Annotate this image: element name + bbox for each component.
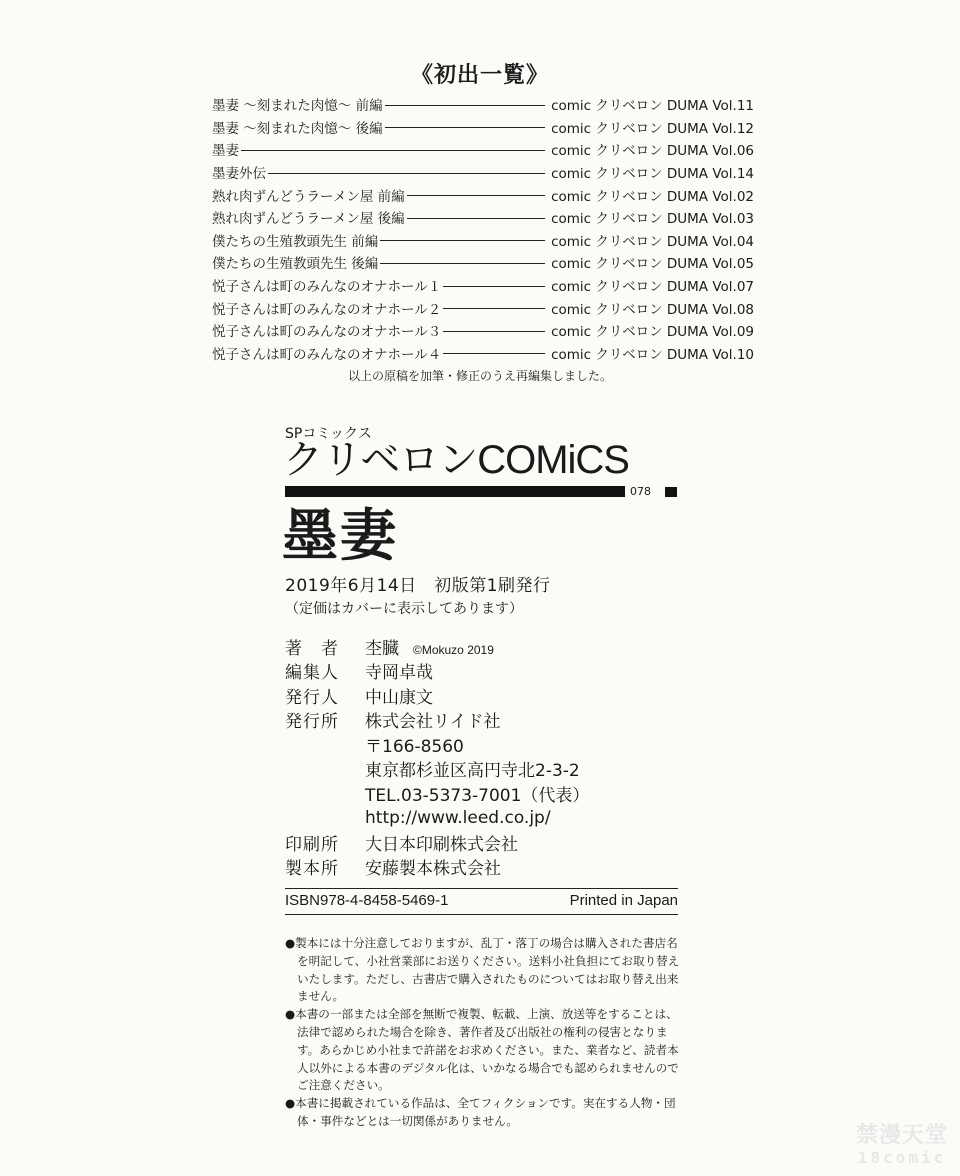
story-title: 墨妻 ～刻まれた肉憶～ 前編 xyxy=(212,98,383,115)
source-magazine: comic クリベロン DUMA Vol.08 xyxy=(551,301,754,318)
credit-row xyxy=(285,634,685,659)
watermark-logo xyxy=(848,1124,956,1172)
credit-row xyxy=(285,830,685,855)
credit-value-group xyxy=(365,854,501,879)
credit-row xyxy=(285,708,685,733)
source-magazine: comic クリベロン DUMA Vol.11 xyxy=(551,98,754,115)
leader-line xyxy=(407,195,545,196)
leader-line xyxy=(443,353,545,354)
credit-label: 著 者 xyxy=(285,638,339,659)
credit-value-group xyxy=(365,808,551,828)
credit-value: 〒166-8560 xyxy=(365,736,464,757)
leader-line xyxy=(385,105,545,106)
credit-value-group xyxy=(365,707,501,732)
credit-label: 印刷所 xyxy=(285,834,339,855)
source-magazine: comic クリベロン DUMA Vol.05 xyxy=(551,256,754,273)
disclaimer-item: ●本書の一部または全部を無断で複製、転載、上演、放送等をすることは、法律で認められた場合を除き、著作者及び出版社の権利の侵害となります。あらかじめ小社まで許諾をお求めください。また、業者など、読者本人以外による本書のデジタル化は、いかなる場合でも認められませんのでご注意ください。 xyxy=(285,1007,679,1093)
story-title: 僕たちの生殖教頭先生 前編 xyxy=(212,233,379,250)
leader-line xyxy=(385,127,545,128)
credit-row xyxy=(285,781,685,806)
credit-row xyxy=(285,855,685,880)
story-title: 墨妻 ～刻まれた肉憶～ 後編 xyxy=(212,120,383,137)
credit-label: 製本所 xyxy=(285,859,339,880)
leader-line xyxy=(241,150,545,151)
credit-row xyxy=(285,806,685,831)
source-magazine: comic クリベロン DUMA Vol.02 xyxy=(551,188,754,205)
publication-row xyxy=(212,183,754,206)
disclaimer-item: ●本書に掲載されている作品は、全てフィクションです。実在する人物・団体・事件などとは一切関係がありません。 xyxy=(285,1096,676,1128)
disclaimer-block xyxy=(285,935,685,1131)
source-magazine: comic クリベロン DUMA Vol.14 xyxy=(551,166,754,183)
credit-value-group xyxy=(365,634,494,659)
source-magazine: comic クリベロン DUMA Vol.04 xyxy=(551,233,754,250)
leader-line xyxy=(443,331,545,332)
credit-value-group xyxy=(365,756,580,781)
imprint-brand-logo: クリベロンCOMiCS xyxy=(283,438,629,482)
source-magazine: comic クリベロン DUMA Vol.03 xyxy=(551,211,754,228)
story-title: 熟れ肉ずんどうラーメン屋 後編 xyxy=(212,211,405,228)
publication-row xyxy=(212,116,754,139)
credit-value: 中山康文 xyxy=(365,687,433,708)
credit-value: 杢臓 xyxy=(365,638,399,659)
publication-row xyxy=(212,296,754,319)
credit-value: 安藤製本株式会社 xyxy=(365,859,501,880)
source-magazine: comic クリベロン DUMA Vol.10 xyxy=(551,346,754,363)
credit-value-group xyxy=(365,683,433,708)
publication-row xyxy=(212,229,754,252)
leader-line xyxy=(268,173,545,174)
price-note: （定価はカバーに表示してあります） xyxy=(285,601,523,617)
watermark-text-bottom: 18comic xyxy=(857,1148,947,1167)
first-appearances-title: 《初出一覧》 xyxy=(410,63,549,88)
credit-row xyxy=(285,683,685,708)
publication-row xyxy=(212,274,754,297)
publication-row xyxy=(212,161,754,184)
reedit-note: 以上の原稿を加筆・修正のうえ再編集しました。 xyxy=(347,369,612,383)
leader-line xyxy=(443,286,545,287)
publish-date: 2019年6月14日 初版第1刷発行 xyxy=(285,576,551,596)
watermark-text-top: 禁漫天堂 xyxy=(855,1123,948,1148)
publication-row xyxy=(212,319,754,342)
credits-block xyxy=(285,634,685,879)
disclaimer-item: ●製本には十分注意しておりますが、乱丁・落丁の場合は購入された書店名を明記して、小社営業部にお送りください。送料小社負担にてお取り替えいたします。ただし、古書店で購入されたものについてはお取り替え出来ません。 xyxy=(285,936,680,1004)
brand-bar xyxy=(285,486,625,497)
credit-value-group xyxy=(365,658,433,683)
publication-row xyxy=(212,342,754,365)
credit-value: 株式会社リイド社 xyxy=(365,712,501,733)
credit-value: 大日本印刷株式会社 xyxy=(365,834,518,855)
publication-row xyxy=(212,93,754,116)
credit-value: http://www.leed.co.jp/ xyxy=(365,807,551,828)
series-number: 078 xyxy=(630,485,651,498)
credit-value-group xyxy=(365,732,464,757)
publication-row xyxy=(212,251,754,274)
story-title: 熟れ肉ずんどうラーメン屋 前編 xyxy=(212,188,405,205)
leader-line xyxy=(380,263,545,264)
story-title: 悦子さんは町のみんなのオナホール２ xyxy=(212,301,442,318)
credit-row xyxy=(285,659,685,684)
credit-value: 東京都杉並区高円寺北2-3-2 xyxy=(365,761,580,782)
leader-line xyxy=(380,240,545,241)
story-title: 僕たちの生殖教頭先生 後編 xyxy=(212,256,379,273)
credit-label: 発行人 xyxy=(285,687,339,708)
credit-value: 寺岡卓哉 xyxy=(365,663,433,684)
story-title: 墨妻 xyxy=(212,143,239,160)
source-magazine: comic クリベロン DUMA Vol.09 xyxy=(551,324,754,341)
story-title: 悦子さんは町のみんなのオナホール３ xyxy=(212,324,442,341)
story-title: 悦子さんは町のみんなのオナホール４ xyxy=(212,346,442,363)
copyright-notice: ©Mokuzo 2019 xyxy=(413,642,494,657)
source-magazine: comic クリベロン DUMA Vol.12 xyxy=(551,120,754,137)
isbn: ISBN978-4-8458-5469-1 xyxy=(285,891,449,909)
publication-row xyxy=(212,206,754,229)
credit-value-group xyxy=(365,781,589,806)
credit-value-group xyxy=(365,830,518,855)
credit-value: TEL.03-5373-7001（代表） xyxy=(365,785,590,806)
credit-row xyxy=(285,732,685,757)
isbn-bottom-rule xyxy=(285,914,678,915)
credit-label: 発行所 xyxy=(285,712,339,733)
story-title: 悦子さんは町のみんなのオナホール１ xyxy=(212,279,442,296)
leader-line xyxy=(407,218,545,219)
leader-line xyxy=(443,308,545,309)
publication-row xyxy=(212,138,754,161)
isbn-row xyxy=(285,889,678,911)
source-magazine: comic クリベロン DUMA Vol.07 xyxy=(551,279,754,296)
credit-label: 編集人 xyxy=(285,663,339,684)
credit-row xyxy=(285,757,685,782)
imprint-series-label: SPコミックス xyxy=(285,426,372,442)
printed-in: Printed in Japan xyxy=(569,891,678,909)
book-title: 墨妻 xyxy=(282,503,398,569)
first-appearances-list xyxy=(212,93,754,364)
source-magazine: comic クリベロン DUMA Vol.06 xyxy=(551,143,754,160)
story-title: 墨妻外伝 xyxy=(212,166,266,183)
brand-square xyxy=(665,487,677,497)
